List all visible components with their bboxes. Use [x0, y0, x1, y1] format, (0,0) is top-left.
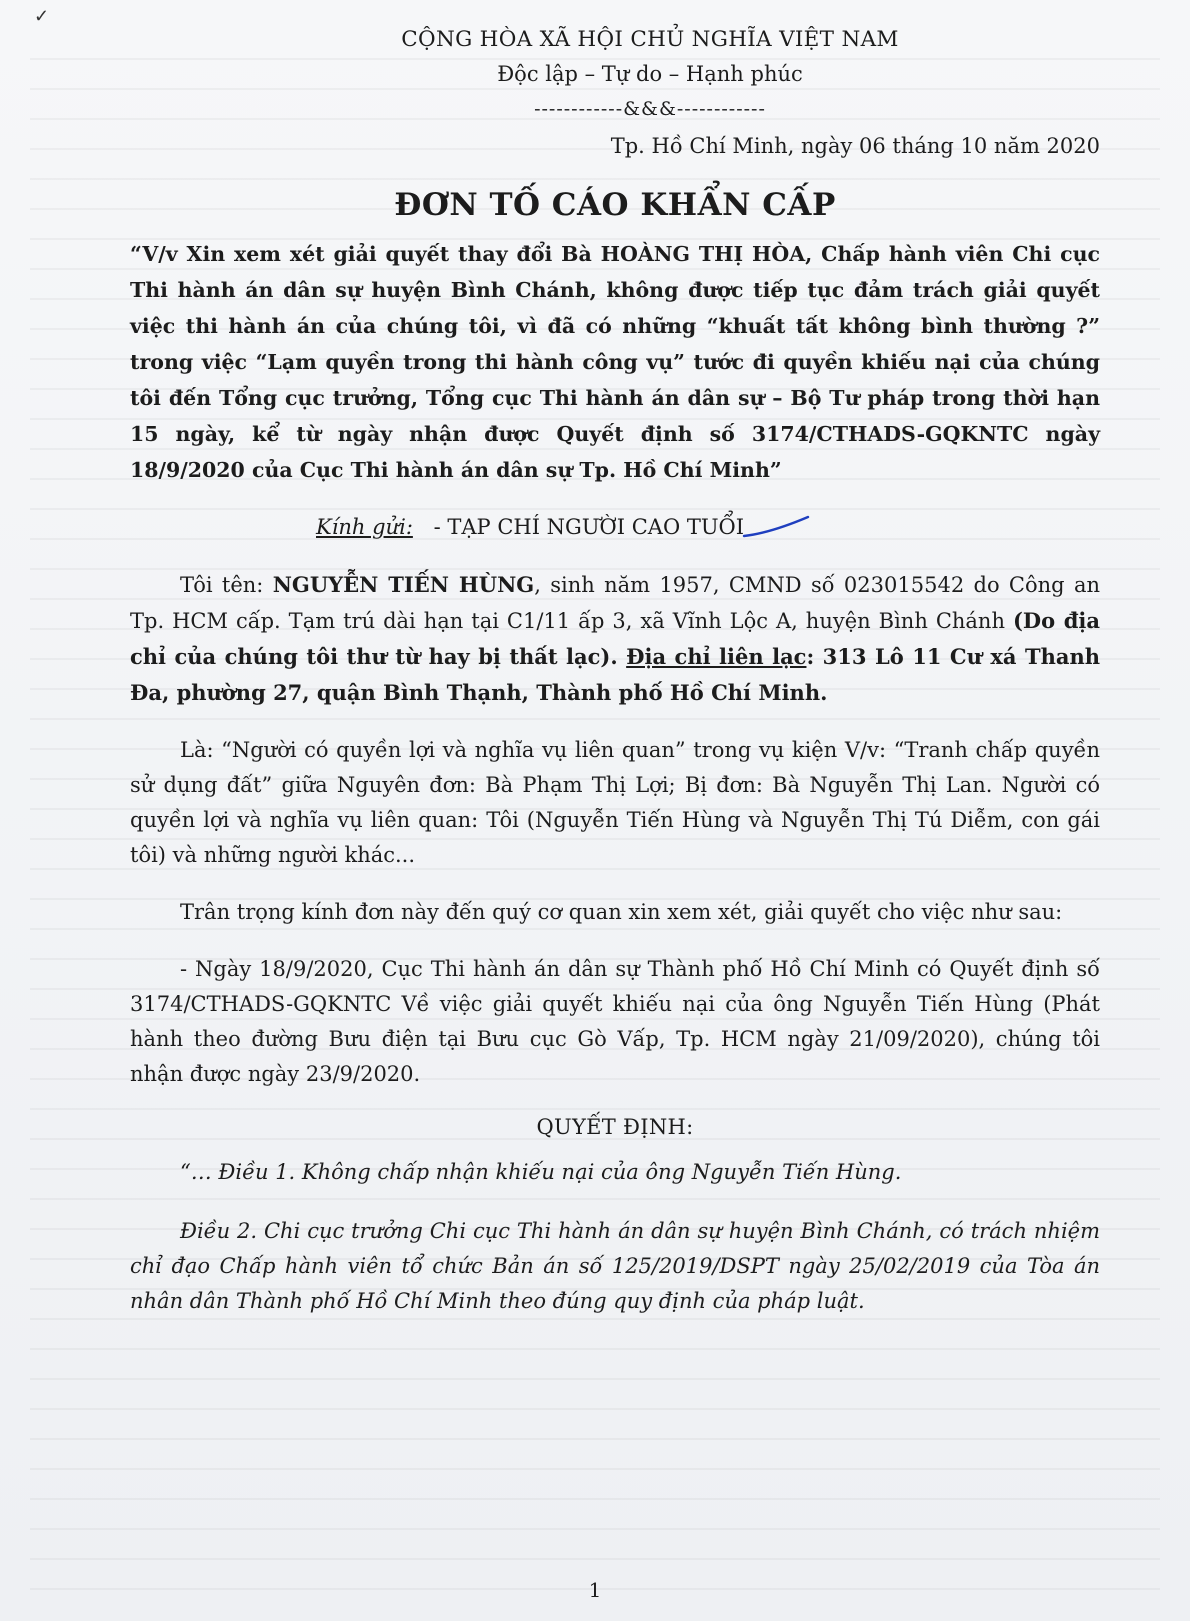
salutation-label: Kính gửi:: [316, 515, 413, 539]
national-title: CỘNG HÒA XÃ HỘI CHỦ NGHĨA VIỆT NAM: [401, 27, 899, 52]
subject-paragraph: “V/v Xin xem xét giải quyết thay đổi Bà HOÀNG THỊ HÒA, Chấp hành viên Chi cục Thi hành án dân sự huyện Bình Chánh, không được tiếp tục đảm trách giải quyết việc thi hành án của chúng tôi, vì đã có những “khuất tất không bình thường ?” trong việc “Lạm quyền trong thi hành công vụ” tước đi quyền khiếu nại của chúng tôi đến Tổng cục trưởng, Tổng cục Thi hành án dân sự – Bộ Tư pháp trong thời hạn 15 ngày, kể từ ngày nhận được Quyết định số 3174/CTHADS-GQKNTC ngày 18/9/2020 của Cục Thi hành án dân sự Tp. Hồ Chí Minh”: [130, 242, 1100, 482]
pen-stroke-icon: [742, 514, 812, 540]
contact-label: Địa chỉ liên lạc: [626, 644, 807, 669]
contact-address: : 313 Lô 11 Cư xá Thanh Đa, phường 27, quận Bình Thạnh, Thành phố Hồ Chí Minh.: [130, 644, 1100, 705]
article-2: Điều 2. Chi cục trưởng Chi cục Thi hành án dân sự huyện Bình Chánh, có trách nhiệm chỉ đạo Chấp hành viên tổ chức Bản án số 125/2019/DSPT ngày 25/02/2019 của Tòa án nhân dân Thành phố Hồ Chí Minh theo đúng quy định của pháp luật.: [130, 1219, 1100, 1313]
address-note: (Do địa chỉ của chúng tôi thư từ hay bị thất lạc).: [130, 608, 1100, 669]
event-paragraph: - Ngày 18/9/2020, Cục Thi hành án dân sự Thành phố Hồ Chí Minh có Quyết định số 3174/CTHADS-GQKNTC Về việc giải quyết khiếu nại của ông Nguyễn Tiến Hùng (Phát hành theo đường Bưu điện tại Bưu cục Gò Vấp, Tp. HCM ngày 21/09/2020), chúng tôi nhận được ngày 23/9/2020.: [130, 957, 1100, 1086]
decision-heading: QUYẾT ĐỊNH:: [536, 1115, 694, 1139]
national-motto: Độc lập – Tự do – Hạnh phúc: [497, 62, 803, 86]
article-1: “… Điều 1. Không chấp nhận khiếu nại của ông Nguyễn Tiến Hùng.: [180, 1160, 902, 1184]
document-title: ĐƠN TỐ CÁO KHẨN CẤP: [394, 187, 836, 223]
salutation-recipient: - TẠP CHÍ NGƯỜI CAO TUỔI: [433, 515, 745, 539]
intro-paragraph: [130, 567, 1100, 711]
corner-mark-icon: ✓: [34, 6, 50, 27]
request-paragraph: Trân trọng kính đơn này đến quý cơ quan xin xem xét, giải quyết cho việc như sau:: [180, 900, 1063, 924]
role-paragraph: Là: “Người có quyền lợi và nghĩa vụ liên quan” trong vụ kiện V/v: “Tranh chấp quyền sử dụng đất” giữa Nguyên đơn: Bà Phạm Thị Lợi; Bị đơn: Bà Nguyễn Thị Lan. Người có quyền lợi và nghĩa vụ liên quan: Tôi (Nguyễn Tiến Hùng và Nguyễn Thị Tú Diễm, con gái tôi) và những người khác...: [130, 738, 1100, 867]
intro-details: , sinh năm 1957, CMND số 023015542 do Công an Tp. HCM cấp. Tạm trú dài hạn tại C1/11 ấp 3, xã Vĩnh Lộc A, huyện Bình Chánh: [130, 573, 1100, 633]
page-number: 1: [588, 1578, 602, 1602]
header-ornament: ------------&&&------------: [534, 98, 766, 120]
intro-prefix: Tôi tên:: [180, 573, 273, 597]
place-date: Tp. Hồ Chí Minh, ngày 06 tháng 10 năm 2020: [610, 134, 1100, 158]
document-body: [130, 22, 1100, 1319]
salutation: [130, 510, 1100, 545]
complainant-name: NGUYỄN TIẾN HÙNG: [272, 572, 535, 597]
